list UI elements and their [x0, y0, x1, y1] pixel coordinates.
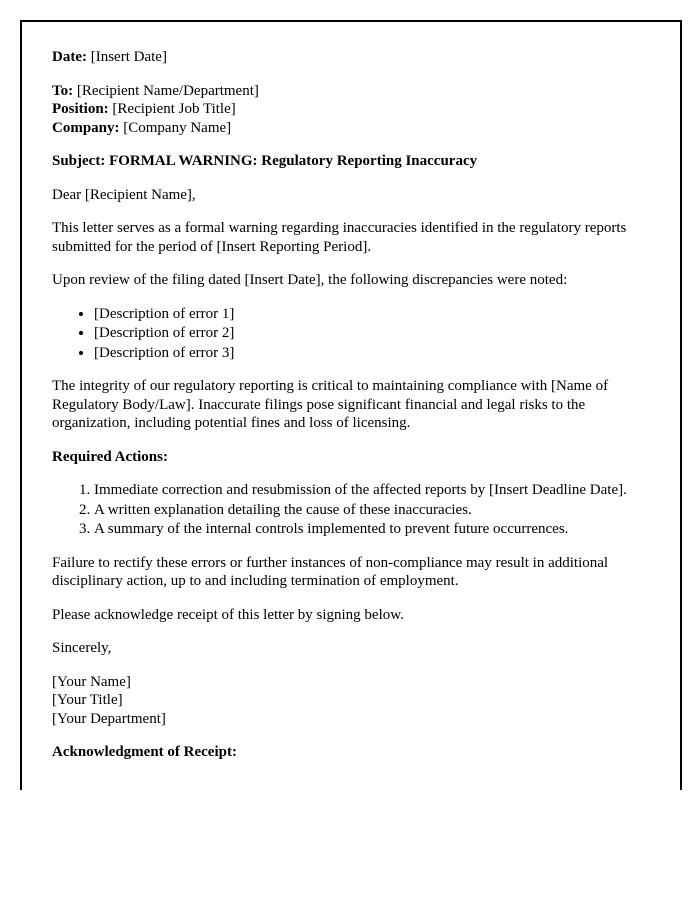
- company-line: [52, 119, 650, 138]
- acknowledge-paragraph: Please acknowledge receipt of this letter by signing below.: [52, 606, 404, 623]
- to-line: [52, 82, 650, 101]
- acknowledgment-heading: Acknowledgment of Receipt:: [52, 744, 237, 760]
- list-item: • [Description of error 1]: [94, 305, 650, 324]
- position-label: Position:: [52, 101, 109, 117]
- list-item: 1. Immediate correction and resubmission of the affected reports by [Insert Deadline Date].: [94, 481, 650, 500]
- date-label: Date:: [52, 49, 87, 65]
- signature-department: [Your Department]: [52, 710, 166, 727]
- integrity-paragraph: The integrity of our regulatory reporting is critical to maintaining compliance with [Name of Regulatory Body/Law]. Inaccurate filings pose significant financial and legal risks to the organization, including potential fines and loss of licensing.: [52, 378, 609, 431]
- list-item: 3. A summary of the internal controls implemented to prevent future occurrences.: [94, 520, 650, 539]
- closing: Sincerely,: [52, 640, 112, 656]
- salutation: Dear [Recipient Name],: [52, 186, 196, 203]
- failure-paragraph: Failure to rectify these errors or further instances of non-compliance may result in additional disciplinary action, up to and including termination of employment.: [52, 554, 609, 589]
- action-list: [52, 481, 650, 539]
- warning-letter-document: [20, 20, 682, 790]
- signature-title: [Your Title]: [52, 692, 123, 708]
- position-value: [Recipient Job Title]: [108, 101, 236, 117]
- recipient-block: [52, 82, 650, 138]
- to-value: [Recipient Name/Department]: [73, 82, 259, 99]
- to-label: To:: [52, 82, 74, 99]
- signature-name: [Your Name]: [52, 673, 131, 690]
- review-paragraph: Upon review of the filing dated [Insert Date], the following discrepancies were noted:: [52, 272, 568, 288]
- intro-paragraph: This letter serves as a formal warning regarding inaccuracies identified in the regulatory reports submitted for the period of [Insert Reporting Period].: [52, 220, 627, 255]
- error-list: [52, 305, 650, 363]
- position-line: [52, 100, 650, 119]
- company-value: [Company Name]: [119, 119, 232, 136]
- date-value: [Insert Date]: [86, 49, 167, 65]
- date-line: [52, 48, 650, 67]
- signature-block: [52, 673, 650, 729]
- subject-line: Subject: FORMAL WARNING: Regulatory Reporting Inaccuracy: [52, 153, 478, 169]
- list-item: 2. A written explanation detailing the cause of these inaccuracies.: [94, 501, 650, 520]
- list-item: • [Description of error 2]: [94, 324, 650, 343]
- list-item: • [Description of error 3]: [94, 344, 650, 363]
- company-label: Company:: [52, 119, 120, 136]
- required-actions-heading: Required Actions:: [52, 448, 168, 465]
